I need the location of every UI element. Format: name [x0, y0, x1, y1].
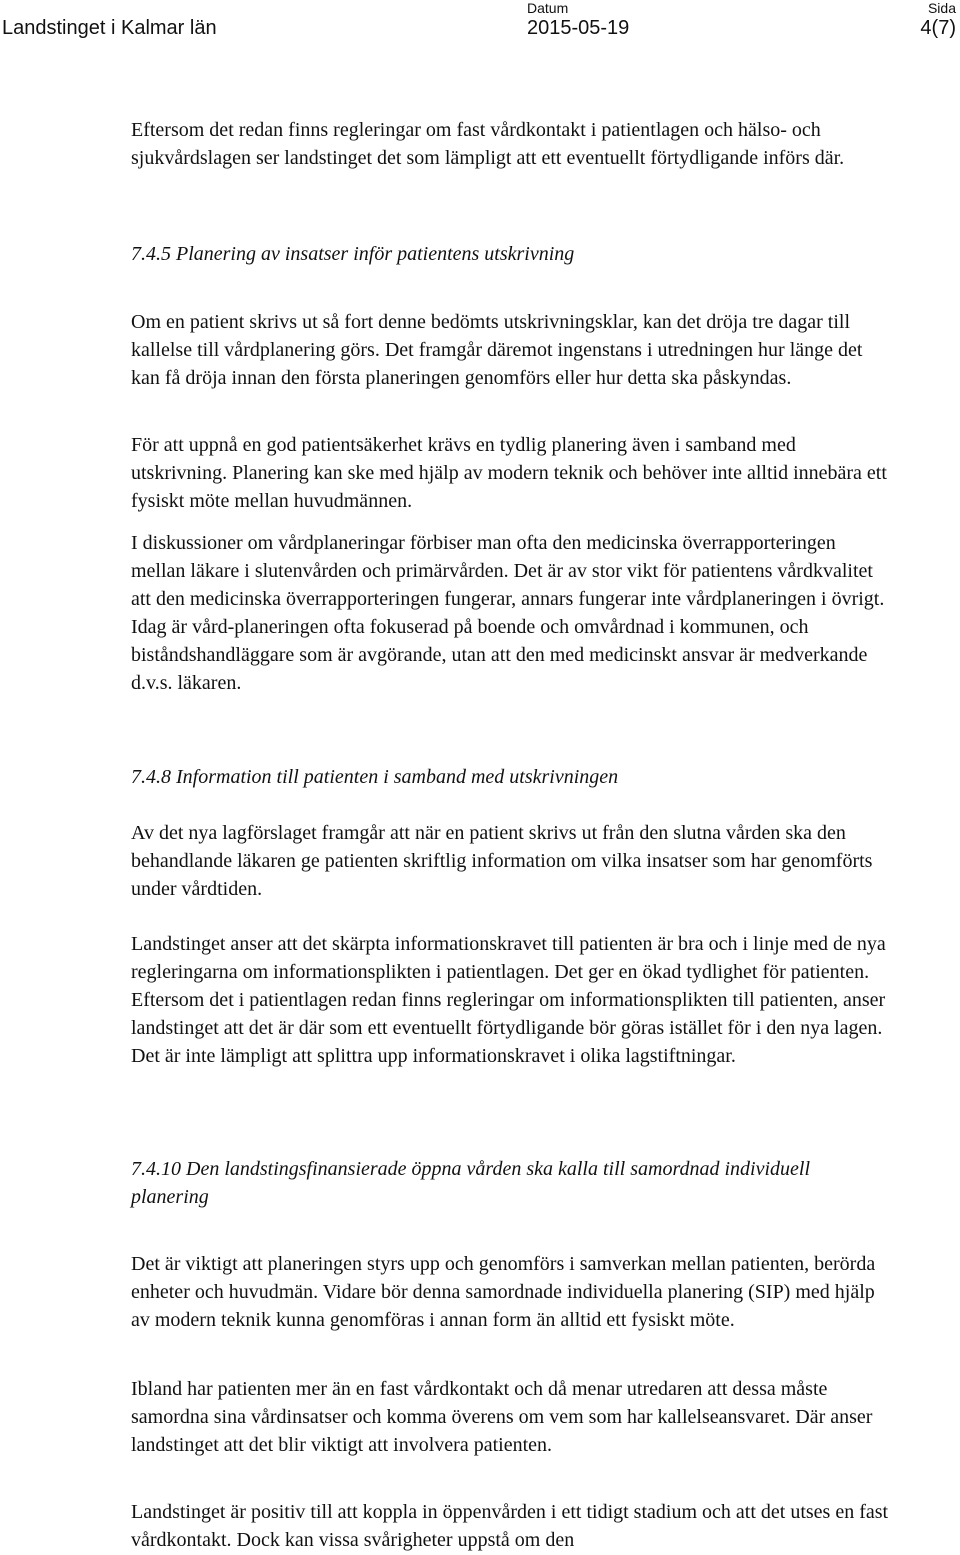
page-label: Sida	[927, 0, 956, 16]
paragraph-kallelseansvar: Ibland har patienten mer än en fast vårdkontakt och då menar utredaren att dessa måste samordna sina vårdinsatser och komma överens om vem som har kallelseansvaret. Där anser landstinget att det blir viktigt att involvera patienten.	[131, 1378, 873, 1456]
section-heading-7-4-10: 7.4.10 Den landstingsfinansierade öppna vården ska kalla till samordnad individuell planering	[131, 1158, 811, 1208]
page-number: 4(7)	[920, 17, 956, 39]
paragraph-informationskrav: Landstinget anser att det skärpta informationskravet till patienten är bra och i linje med de nya regleringarna om informationsplikten i patientlagen. Det ger en ökad tydlighet för patienten. Eftersom det i patientlagen redan finns regleringar om informationsplikten till patienten, anser landstinget att det är där som ett eventuellt förtydligande bör göras istället för i den nya lagen. Det är inte lämpligt att splittra upp informationskravet i olika lagstiftningar.	[131, 933, 886, 1067]
document-date: 2015-05-19	[527, 17, 630, 39]
paragraph-utskrivningsklar: Om en patient skrivs ut så fort denne bedömts utskrivningsklar, kan det dröja tre dagar till kallelse till vårdplanering görs. Det framgår däremot ingenstans i utredningen hur länge det kan få dröja innan den första planeringen genomförs eller hur detta ska påskyndas.	[131, 311, 863, 389]
paragraph-fast-vardkontakt: Eftersom det redan finns regleringar om fast vårdkontakt i patientlagen och hälso- och sjukvårdslagen ser landstinget det som lämpligt att ett eventuellt förtydligande införs där.	[131, 119, 845, 169]
paragraph-patientsakerhet: För att uppnå en god patientsäkerhet krävs en tydlig planering även i samband med utskrivning. Planering kan ske med hjälp av modern teknik och behöver inte alltid innebära ett fysiskt möte mellan huvudmännen.	[131, 434, 887, 512]
section-heading-7-4-8: 7.4.8 Information till patienten i samband med utskrivningen	[131, 766, 619, 788]
page-header	[0, 0, 960, 60]
paragraph-oppenvarden: Landstinget är positiv till att koppla in öppenvården i ett tidigt stadium och att det utses en fast vårdkontakt. Dock kan vissa svårigheter uppstå om den	[131, 1501, 889, 1551]
section-heading-7-4-5: 7.4.5 Planering av insatser inför patientens utskrivning	[131, 243, 575, 265]
organization-name: Landstinget i Kalmar län	[2, 17, 217, 39]
date-label: Datum	[527, 0, 569, 16]
paragraph-sip: Det är viktigt att planeringen styrs upp och genomförs i samverkan mellan patienten, berörda enheter och huvudmän. Vidare bör denna samordnade individuella planering (SIP) med hjälp av modern teknik kunna genomföras i annan form än alltid ett fysiskt möte.	[131, 1253, 876, 1331]
paragraph-lagforslag: Av det nya lagförslaget framgår att när en patient skrivs ut från den slutna vården ska den behandlande läkaren ge patienten skriftlig information om vilka insatser som har genomförts under vårdtiden.	[131, 822, 873, 900]
paragraph-overrapportering: I diskussioner om vårdplaneringar förbiser man ofta den medicinska överrapporteringen mellan läkare i slutenvården och primärvården. Det är av stor vikt för patientens vårdkvalitet att den medicinska överrapporteringen fungerar, annars fungerar inte vårdplaneringen i övrigt. Idag är vård-planeringen ofta fokuserad på boende och omvårdnad i kommunen, och biståndshandläggare som är avgörande, utan att den med medicinskt ansvar är medverkande d.v.s. läkaren.	[131, 532, 885, 694]
